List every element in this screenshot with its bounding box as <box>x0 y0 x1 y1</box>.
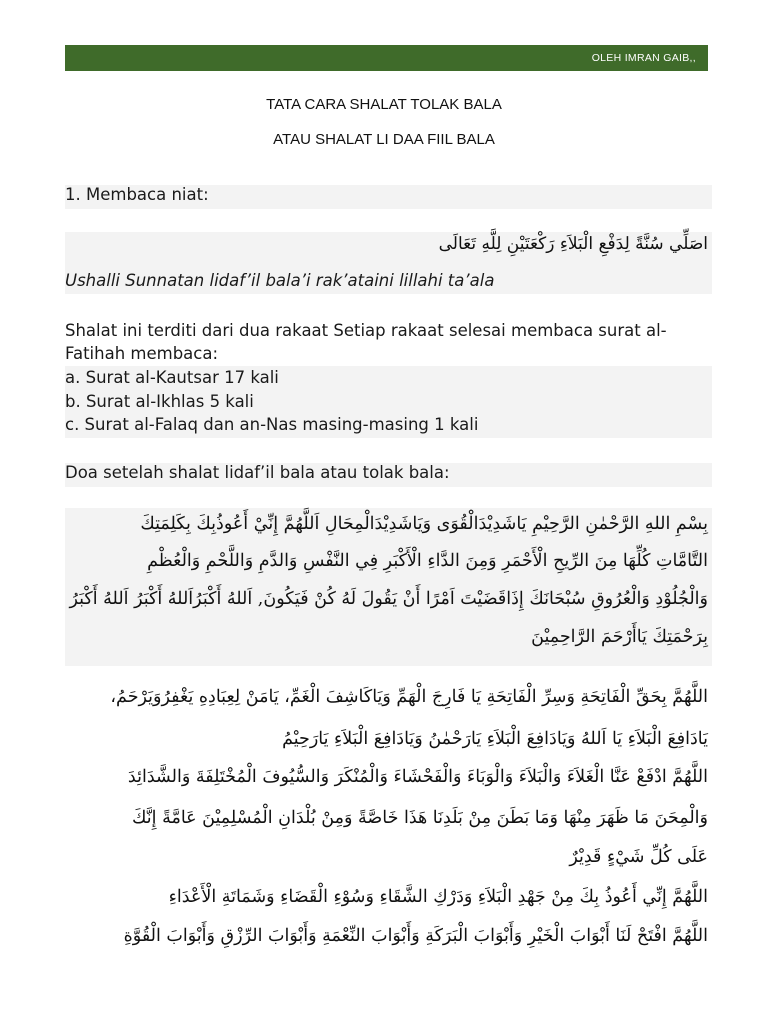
doa-line: اللَّهُمَّ ادْفَعْ عَنَّا الْغَلاَءَ وَالْبَلاَءَ وَالْوَبَاءَ وَالْفَحْشَاءَ وَالْمُنْكَرَ وَالسُّيُوفَ الْمُخْتَلِفَةَ وَالشَّدَائِدَ <box>127 767 708 787</box>
doa-line: يَادَافِعَ الْبَلاَءِ يَا اَللهُ وَيَادَافِعَ الْبَلاَءِ يَارَحْمٰنُ وَيَادَافِعَ الْبَلاَءِ يَارَحِيْمُ <box>282 729 708 749</box>
niat-arabic: اصَلِّي سُنَّةً لِدَفْعِ الْبَلاَءِ رَكْعَتَيْنِ لِلَّهِ تَعَالَى <box>438 234 708 254</box>
doa-heading: Doa setelah shalat lidaf’il bala atau tolak bala: <box>65 463 450 482</box>
doa-line: وَالْجُلُوْدِ وَالْعُرُوقِ سُبْحَانَكَ إِذَاقَضَيْتَ اَمْرًا أَنْ يَقُولَ لَهُ كُنْ فَيَكُونَ, اَللهُ أَكْبَرُاَللهُ أَكْبَرُ اَللهُ أَكْبَرُ <box>69 589 708 609</box>
niat-heading: 1. Membaca niat: <box>65 185 209 204</box>
niat-latin: Ushalli Sunnatan lidaf’il bala’i rak’ataini lillahi ta’ala <box>65 271 495 290</box>
doa-line: التَّامَّاتِ كُلِّهَا مِنَ الرِّيحِ الْأَحْمَرِ وَمِنَ الدَّاءِ الْأَكْبَرِ فِي النَّفْسِ وَالدَّمِ وَاللَّحْمِ وَالْعُظْمِ <box>147 551 708 571</box>
doa-line: عَلَى كُلِّ شَيْءٍ قَدِيْرٌ <box>569 847 708 867</box>
instruction-line-1: Shalat ini terditi dari dua rakaat Setiap rakaat selesai membaca surat al- <box>65 321 667 340</box>
document-title: TATA CARA SHALAT TOLAK BALA <box>266 96 502 113</box>
doa-line: اللَّهُمَّ بِحَقِّ الْفَاتِحَةِ وَسِرِّ الْفَاتِحَةِ يَا فَارِجَ الْهَمِّ وَيَاكَاشِفَ الْغَمِّ، يَامَنْ لِعِبَادِهِ يَغْفِرُوَيَرْحَمُ، <box>110 687 708 707</box>
author-header-bar <box>65 45 708 71</box>
document-subtitle: ATAU SHALAT LI DAA FIIL BALA <box>273 131 495 148</box>
list-item: c. Surat al-Falaq dan an-Nas masing-masing 1 kali <box>65 415 479 434</box>
doa-line: اللَّهُمَّ إِنِّي أَعُوذُ بِكَ مِنْ جَهْدِ الْبَلاَءِ وَدَرْكِ الشَّقَاءِ وَسُوْءِ الْقَضَاءِ وَشَمَاتَةِ الْأَعْدَاءِ <box>168 887 708 907</box>
list-item: b. Surat al-Ikhlas 5 kali <box>65 392 254 411</box>
author-label: OLEH IMRAN GAIB,, <box>591 52 696 64</box>
doa-line: اللَّهُمَّ افْتَحْ لَنَا أَبْوَابَ الْخَيْرِ وَأَبْوَابَ الْبَرَكَةِ وَأَبْوَابَ النِّعْمَةِ وَأَبْوَابَ الرِّزْقِ وَأَبْوَابَ الْقُوَّةِ <box>123 926 708 946</box>
doa-line: وَالْمِحَنَ مَا ظَهَرَ مِنْهَا وَمَا بَطَنَ مِنْ بَلَدِنَا هَذَا خَاصَّةً وَمِنْ بُلْدَانِ الْمُسْلِمِيْنَ عَامَّةً إِنَّكَ <box>132 808 708 828</box>
doa-line: بِرَحْمَتِكَ يَاأَرْحَمَ الرَّاحِمِيْنَ <box>531 627 708 647</box>
doa-line: بِسْمِ اللهِ الرَّحْمٰنِ الرَّحِيْمِ يَاشَدِيْدَالْقُوَى وَيَاشَدِيْدَالْمِحَالِ اَللَّهُمَّ إِنِّيْ أَعُوذُبِكَ بِكَلِمَتِكَ <box>140 514 708 534</box>
list-item: a. Surat al-Kautsar 17 kali <box>65 368 279 387</box>
instruction-line-2: Fatihah membaca: <box>65 344 219 363</box>
